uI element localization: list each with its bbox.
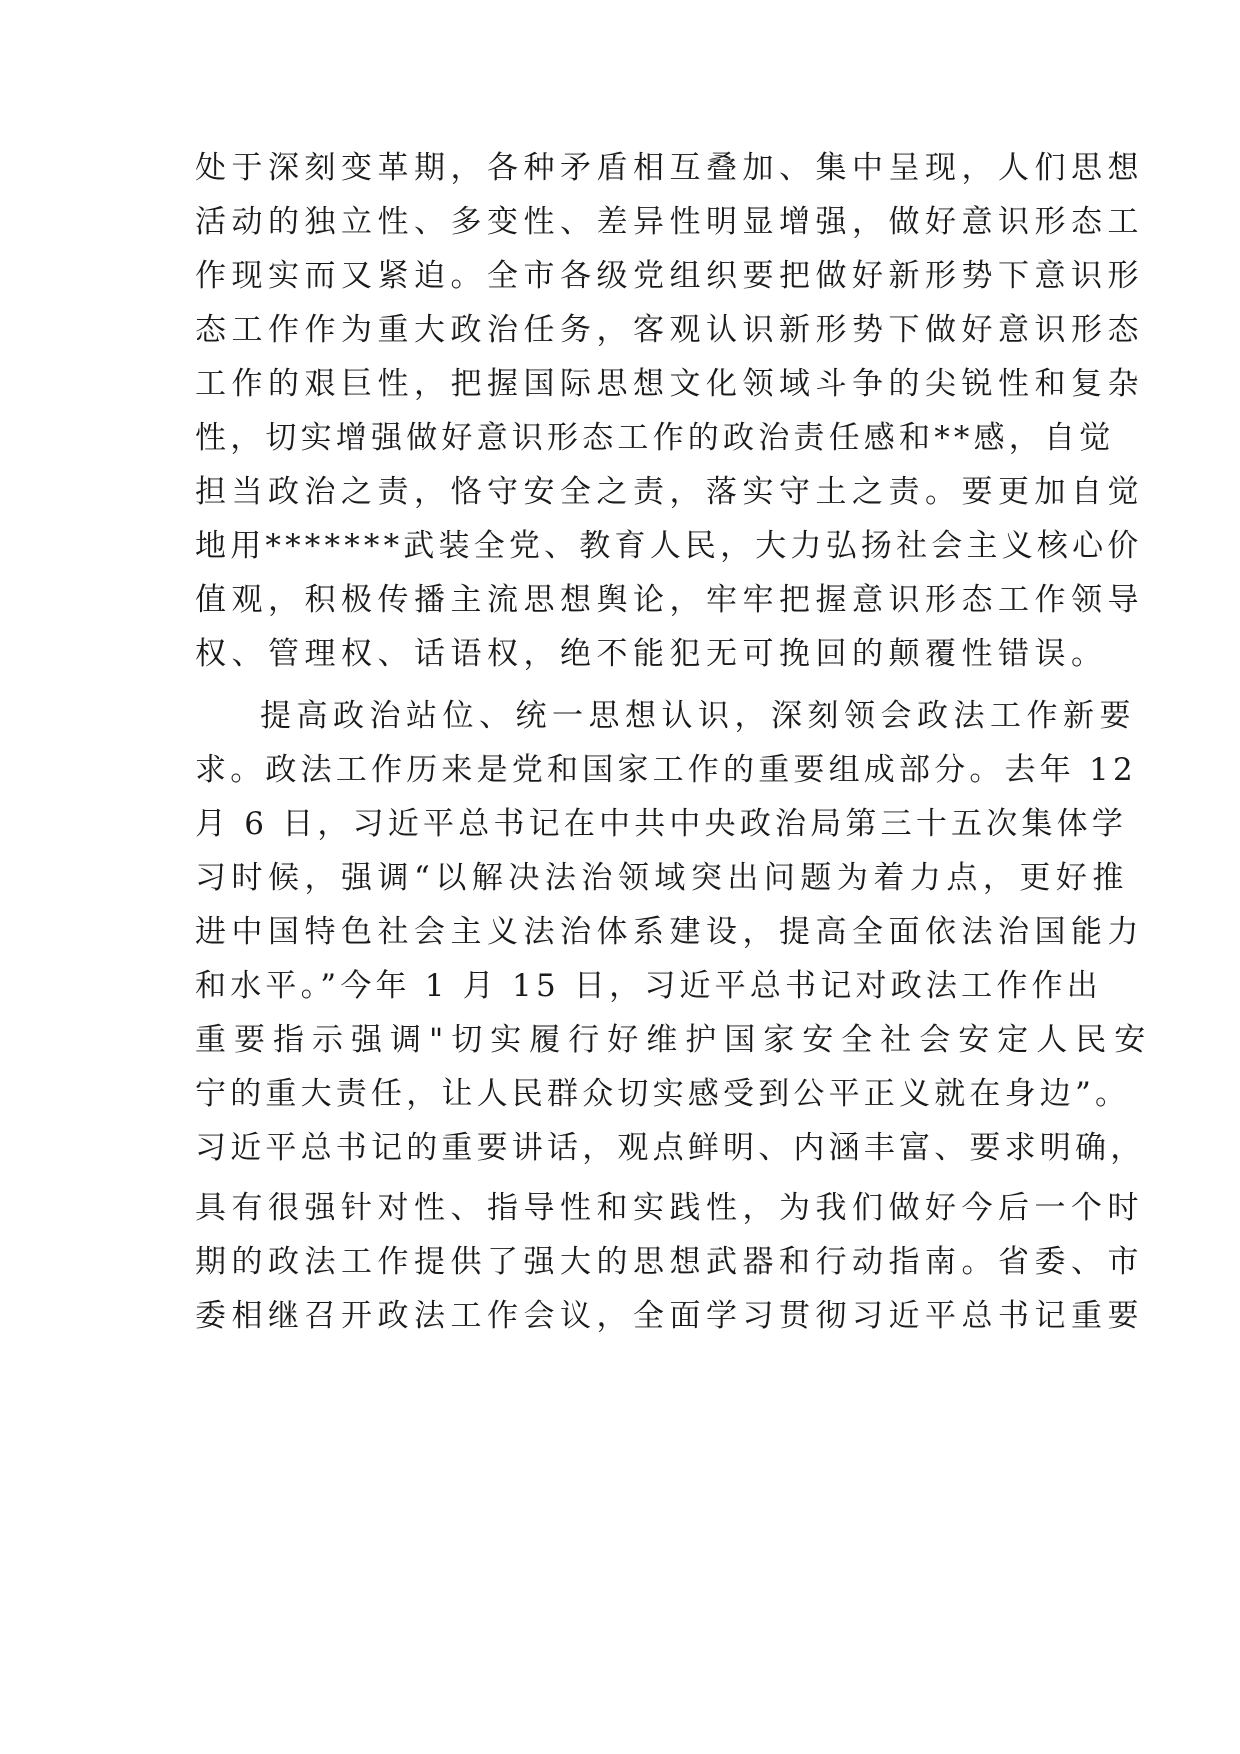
text-line: 作现实而又紧迫。全市各级党组织要把做好新形势下意识形 xyxy=(195,258,1144,294)
paragraph-start-line: 提高政治站位、统一思想认识，深刻领会政法工作新要 xyxy=(260,698,1136,734)
text-line: 期的政法工作提供了强大的思想武器和行动指南。省委、市 xyxy=(195,1244,1144,1280)
text-line: 习近平总书记的重要讲话，观点鲜明、内涵丰富、要求明确， xyxy=(195,1130,1146,1166)
text-line: 委相继召开政法工作会议，全面学习贯彻习近平总书记重要 xyxy=(195,1298,1144,1334)
text-line: 求。政法工作历来是党和国家工作的重要组成部分。去年 12 xyxy=(195,752,1137,788)
text-line: 工作的艰巨性，把握国际思想文化领域斗争的尖锐性和复杂 xyxy=(195,366,1144,402)
text-line: 重要指示强调"切实履行好维护国家安全社会安定人民安 xyxy=(195,1022,1154,1058)
text-line: 和水平。”今年 1 月 15 日，习近平总书记对政法工作作出 xyxy=(195,968,1102,1004)
text-line: 担当政治之责，恪守安全之责，落实守土之责。要更加自觉 xyxy=(195,474,1144,510)
text-line: 活动的独立性、多变性、差异性明显增强，做好意识形态工 xyxy=(195,204,1144,240)
text-line: 性，切实增强做好意识形态工作的政治责任感和**感，自觉 xyxy=(195,420,1115,456)
text-line: 进中国特色社会主义法治体系建设，提高全面依法治国能力 xyxy=(195,914,1144,950)
text-line: 习时候，强调“以解决法治领域突出问题为着力点，更好推 xyxy=(195,860,1129,896)
text-line: 月 6 日，习近平总书记在中共中央政治局第三十五次集体学 xyxy=(195,806,1128,842)
text-line: 值观，积极传播主流思想舆论，牢牢把握意识形态工作领导 xyxy=(195,582,1144,618)
text-line: 态工作作为重大政治任务，客观认识新形势下做好意识形态 xyxy=(195,312,1144,348)
text-line: 权、管理权、话语权，绝不能犯无可挽回的颠覆性错误。 xyxy=(195,636,1108,672)
text-line: 地用*******武装全党、教育人民，大力弘扬社会主义核心价 xyxy=(195,528,1143,564)
text-line: 宁的重大责任，让人民群众切实感受到公平正义就在身边”。 xyxy=(195,1076,1131,1112)
text-line: 具有很强针对性、指导性和实践性，为我们做好今后一个时 xyxy=(195,1190,1144,1226)
text-line: 处于深刻变革期，各种矛盾相互叠加、集中呈现，人们思想 xyxy=(195,150,1144,186)
